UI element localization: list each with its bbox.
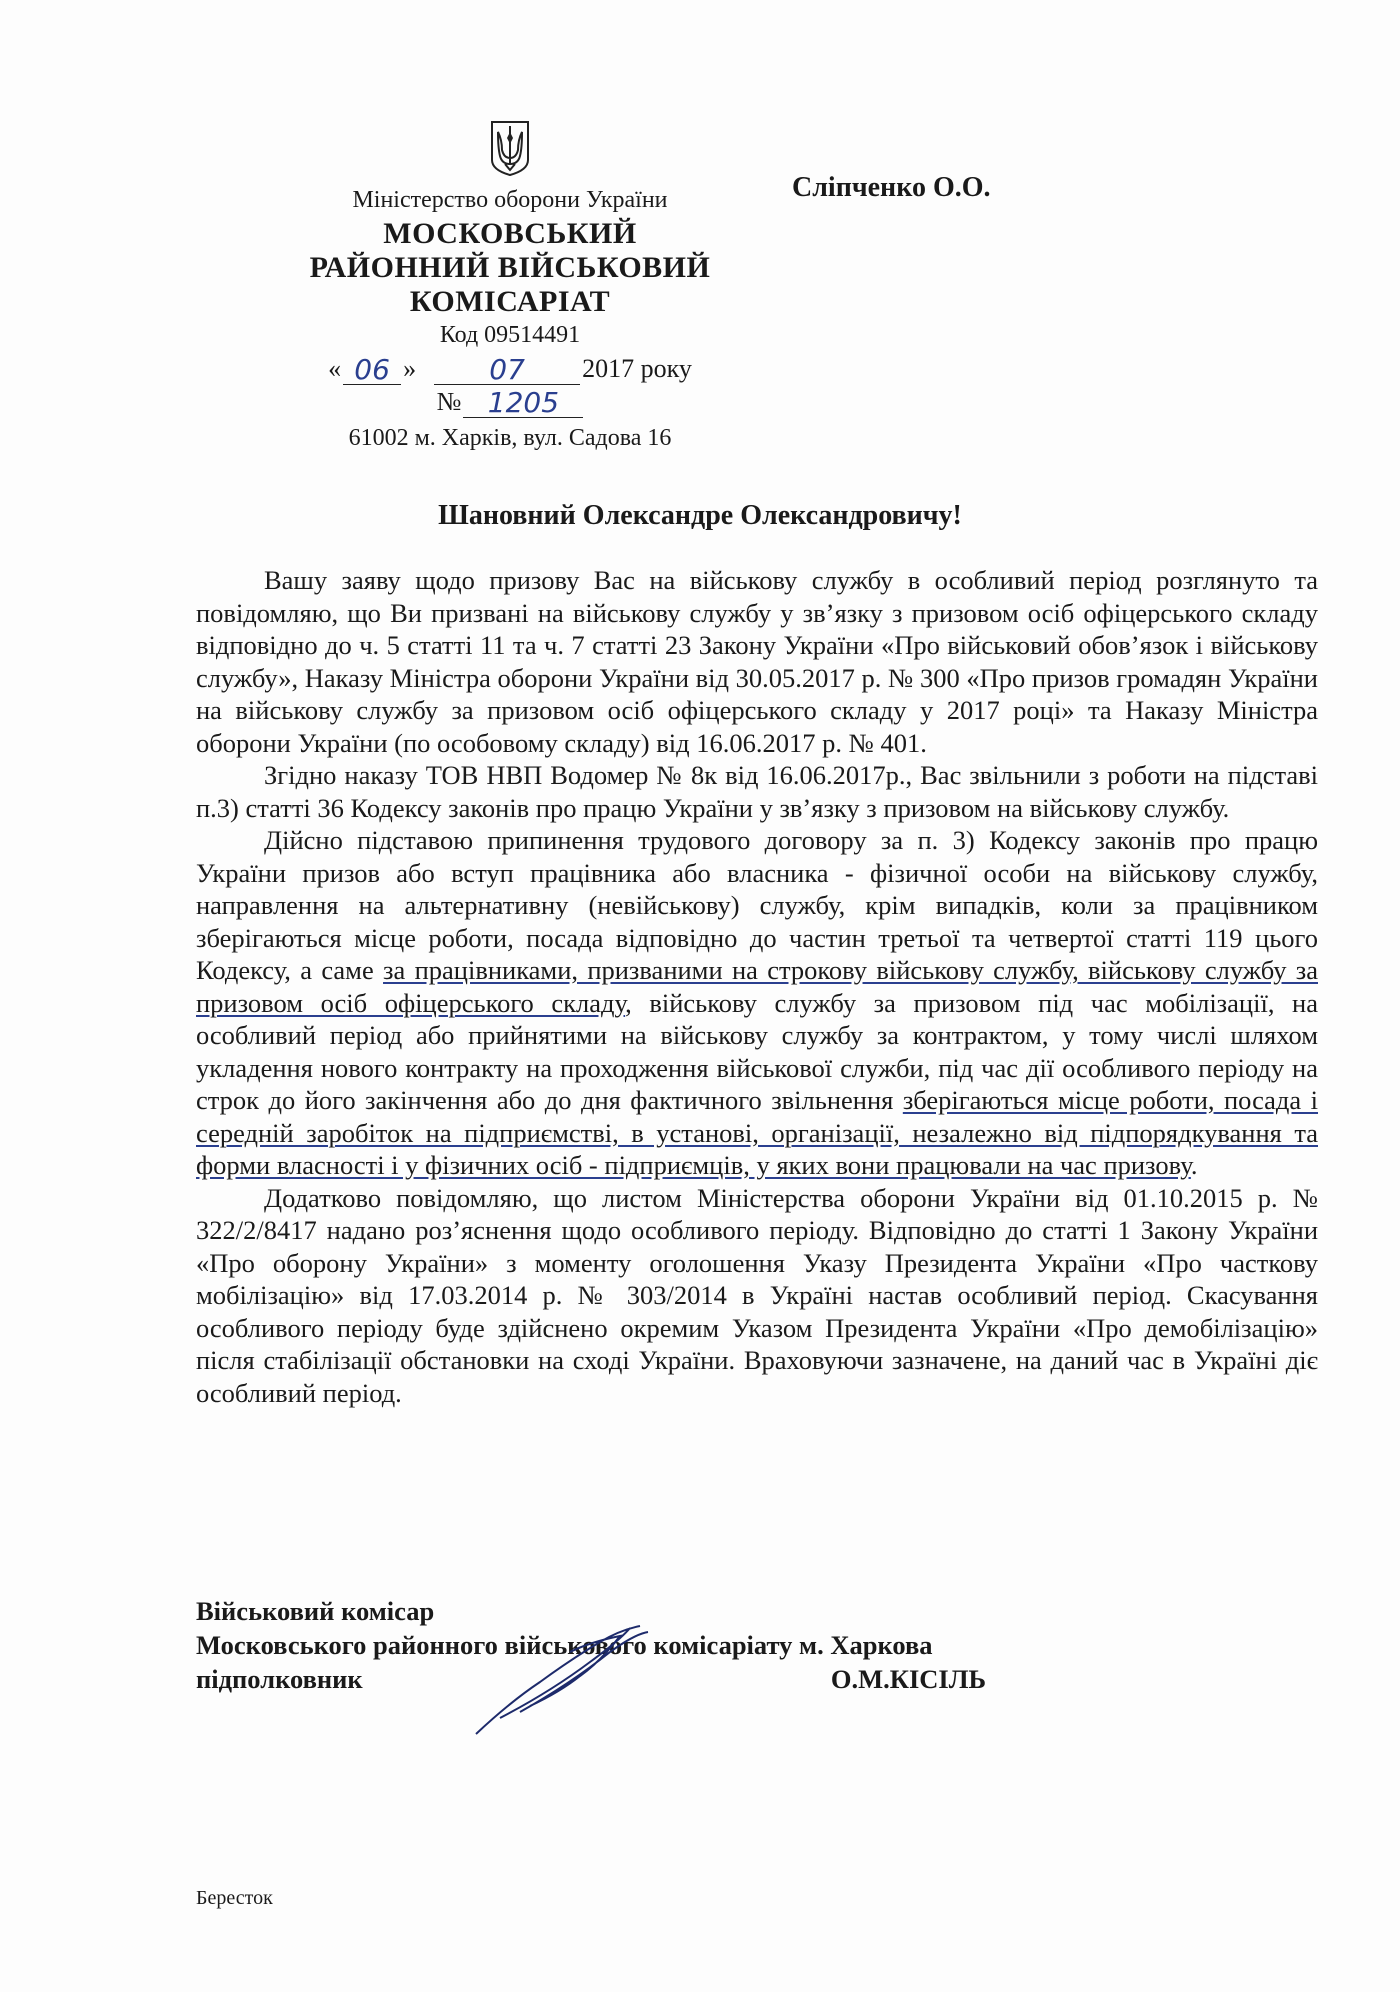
org-name-line1: МОСКОВСЬКИЙ [383, 217, 637, 250]
paragraph-4: Додатково повідомляю, що листом Міністерства оборони України від 01.10.2015 р. № 322/2/8417 надано роз’яснення щодо особливого періоду. Відповідно до статті 1 Закону України «Про оборону України» з моменту оголошення Указу Президента України «Про часткову мобілізацію» від 17.03.2014 р. № 303/2014 в Україні настав особливий період. Скасування особливого періоду буде здійснено окремим Указом Президента України «Про демобілізацію» після стабілізації обстановки на сході України. Враховуючи зазначене, на даний час в Україні діє особливий період. [196, 1182, 1318, 1408]
recipient-name: Сліпченко О.О. [792, 172, 991, 203]
paragraph-3-underline-2: зберігаються місце роботи, посада і середній заробіток на підприємстві, в установі, організації, незалежно від підпорядкування та форми власності і у фізичних осіб - підприємців, у яких вони працювали на час призову [196, 1085, 1319, 1180]
signatory-name: О.М.КІСІЛЬ [830, 1664, 986, 1694]
date-day: 06 [343, 356, 401, 385]
org-code: Код 09514491 [439, 322, 581, 348]
paragraph-2: Згідно наказу ТОВ НВП Водомер № 8к від 16.06.2017р., Вас звільнили з роботи на підставі п.3) статті 36 Кодексу законів про працю України у зв’язку з призовом на військову службу. [196, 760, 1318, 823]
paragraph-3-part-b: , військову службу за призовом під час мобілізації, на особливий період або прийнятими на військову службу за контрактом, у тому числі шляхом укладення нового контракту на проходження військової служби, під час дії особливого періоду на строк до його закінчення або до дня фактичного звільнення [196, 987, 1318, 1115]
trident-emblem-icon [488, 118, 532, 178]
signatory-title-1: Військовий комісар [196, 1596, 435, 1626]
number-value: 1205 [463, 389, 583, 418]
paragraph-3-part-a: Дійсно підставою припинення трудового договору за п. 3) Кодексу законів про працю України призов або вступ працівника або власника - фізичної особи на військову службу, направлення на альтернативну (невійськову) службу, крім випадків, коли за працівником зберігаються місце роботи, посада відповідно до частин третьої та четвертої статті 119 цього Кодексу, а саме [196, 825, 1318, 985]
salutation: Шановний Олександре Олександровичу! [438, 500, 962, 531]
signature-block [196, 1594, 1318, 1696]
org-address: 61002 м. Харків, вул. Садова 16 [348, 425, 672, 451]
handwritten-signature-icon [470, 1622, 660, 1742]
letter-date [300, 352, 720, 385]
org-name-line2: РАЙОННИЙ ВІЙСЬКОВИЙ [309, 251, 711, 284]
letter-body [196, 564, 1318, 1409]
org-name-line3: КОМІСАРІАТ [409, 285, 611, 318]
signatory-title-2: Московського районного військового комісаріату м. Харкова [196, 1630, 933, 1660]
paragraph-3 [196, 824, 1318, 1182]
date-year: 2017 року [582, 354, 692, 383]
number-prefix: № [436, 387, 462, 416]
paragraph-1: Вашу заяву щодо призову Вас на військову службу в особливий період розглянуто та повідомляю, що Ви призвані на військову службу у зв’язку з призовом осіб офіцерського складу відповідно до ч. 5 статті 11 та ч. 7 статті 23 Закону України «Про військовий обов’язок і військову службу», Наказу Міністра оборони України від 30.05.2017 р. № 300 «Про призов громадян України на військову службу за призовом осіб офіцерського складу у 2017 році» та Наказу Міністра оборони України (по особовому складу) від 16.06.2017 р. № 401. [196, 565, 1318, 758]
date-close-quote: » [403, 354, 417, 383]
paragraph-3-part-c: . [1190, 1150, 1198, 1180]
date-month: 07 [434, 356, 580, 385]
letterhead [300, 118, 720, 455]
executor-name: Бересток [196, 1887, 273, 1909]
signatory-rank: підполковник [196, 1664, 363, 1694]
letter-number [300, 385, 720, 418]
paragraph-3-underline-1: за працівниками, призваними на строкову військову службу, військову службу за призовом осіб офіцерського складу [196, 955, 1318, 1018]
ministry-name: Міністерство оборони України [352, 187, 668, 213]
date-open-quote: « [328, 354, 342, 383]
